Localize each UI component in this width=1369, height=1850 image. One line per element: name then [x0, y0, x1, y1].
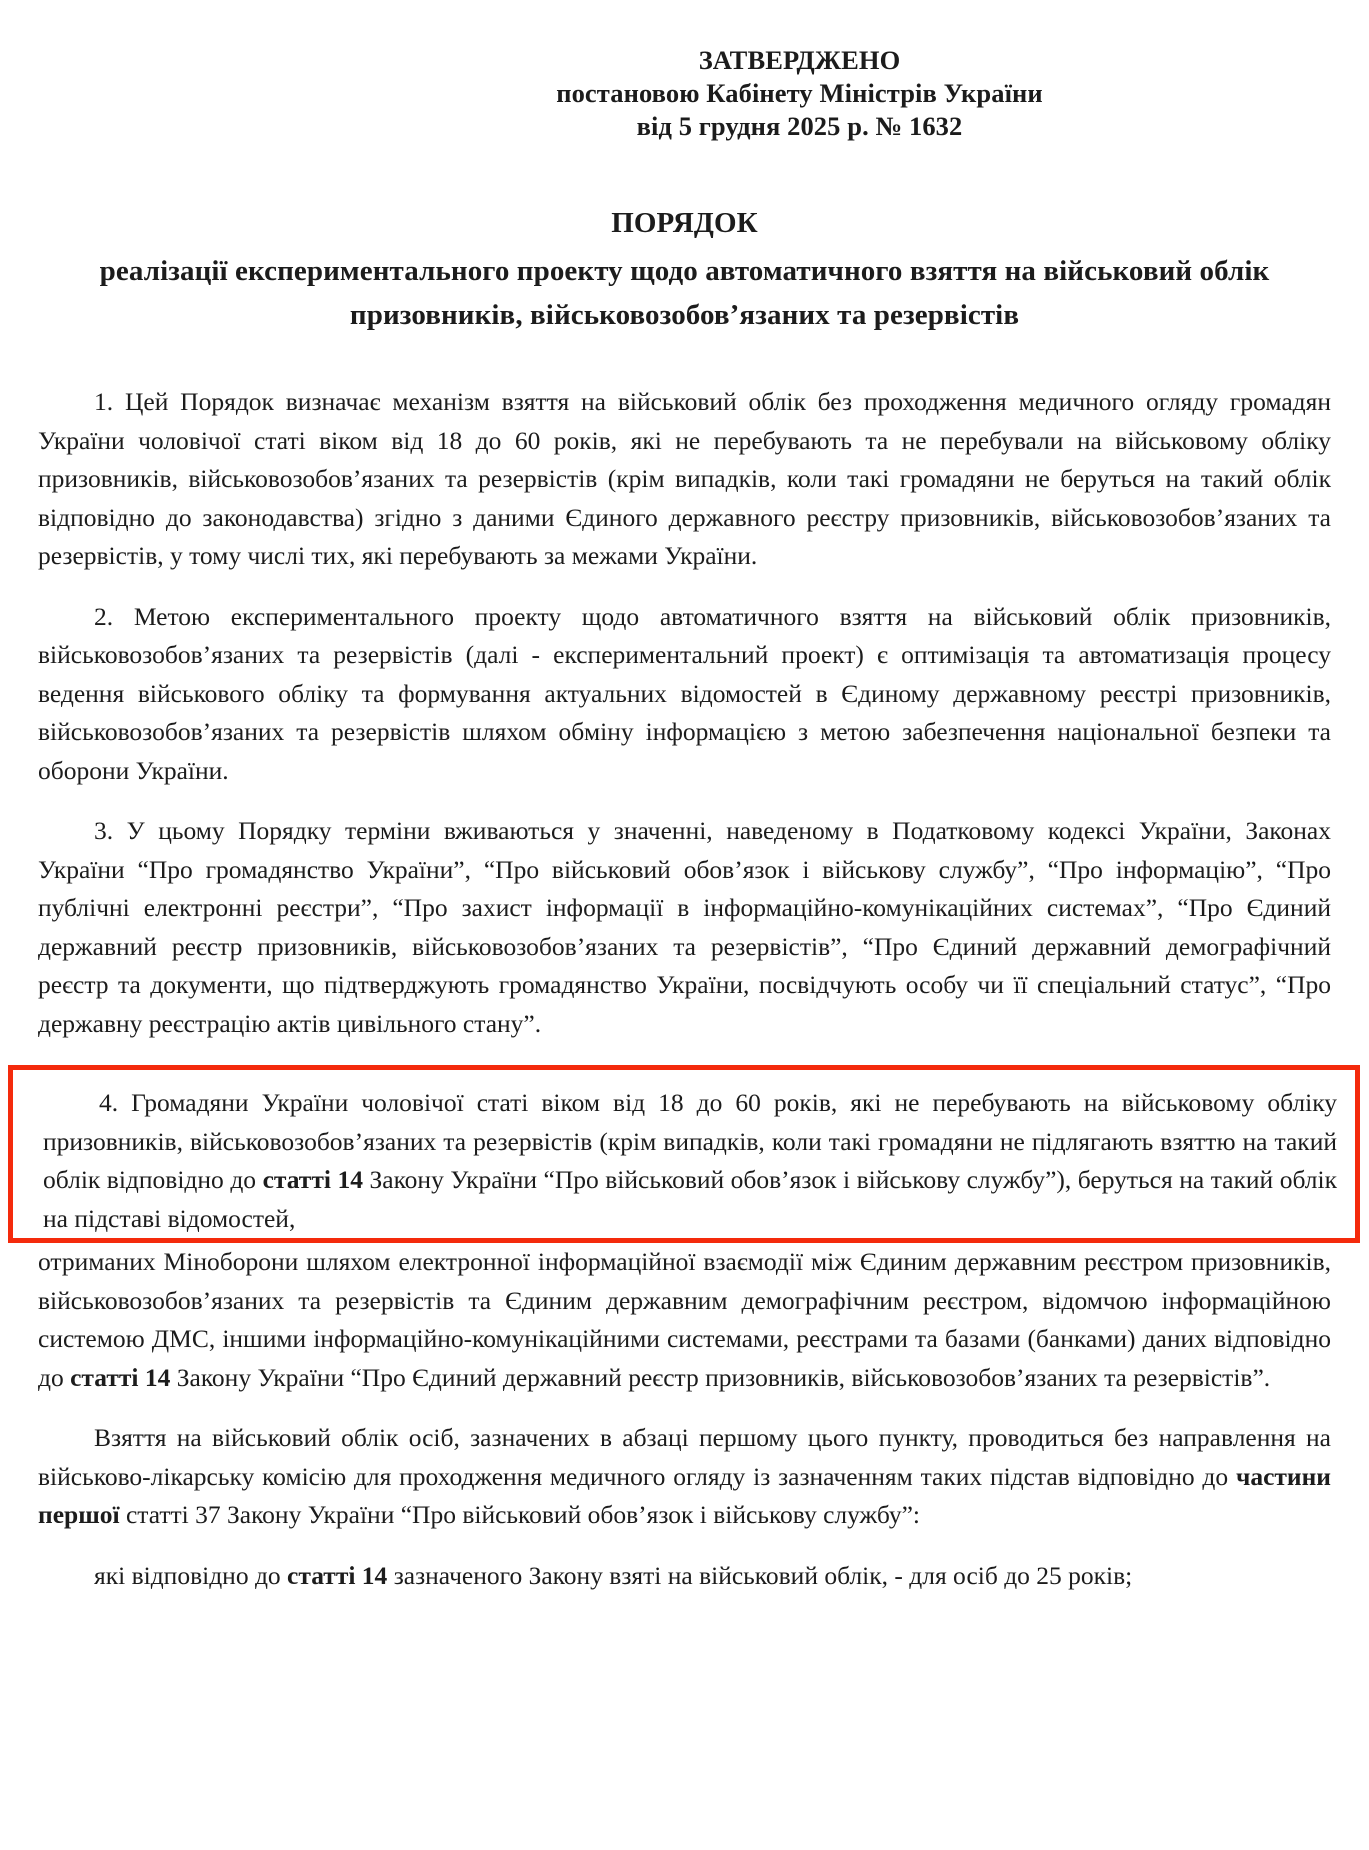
paragraph-3: 3. У цьому Порядку терміни вживаються у значенні, наведеному в Податковому кодексі України, Законах України “Про громадянство України”, “Про військовий обов’язок і військову службу”, “Про інформацію”, “Про публічні електронні реєстри”, “Про захист інформації в інформаційно-комунікаційних системах”, “Про Єдиний державний реєстр призовників, військовозобов’язаних та резервістів”, “Про Єдиний державний демографічний реєстр та документи, що підтверджують громадянство України, посвідчують особу чи її спеціальний статус”, “Про державну реєстрацію актів цивільного стану”.: [38, 816, 1331, 1038]
paragraph-6: [30, 1557, 1339, 1596]
paragraph-4-text-a: 4. Громадяни України чоловічої статі віком від 18 до 60 років, які не перебувають на військовому обліку призовників, військовозобов’язаних та резервістів (крім випадків, коли такі громадяни не підлягають взяттю на такий облік відповідно до: [43, 1088, 1337, 1194]
paragraph-4-cont-text-b: Закону України “Про Єдиний державний реєстр призовників, військовозобов’язаних та резервістів”.: [170, 1362, 1271, 1392]
paragraph-4-text-b: Закону України “Про військовий обов’язок і військову службу”), беруться на такий облік на підставі відомостей,: [43, 1165, 1337, 1233]
approval-line-1: ЗАТВЕРДЖЕНО: [698, 45, 901, 75]
paragraph-1: 1. Цей Порядок визначає механізм взяття на військовий облік без проходження медичного огляду громадян України чоловічої статі віком від 18 до 60 років, які не перебувають та не перебували на військовому обліку призовників, військовозобов’язаних та резервістів (крім випадків, коли такі громадяни не беруться на такий облік відповідно до законодавства) згідно з даними Єдиного державного реєстру призовників, військовозобов’язаних та резервістів, у тому числі тих, які перебувають за межами України.: [38, 387, 1331, 570]
paragraph-5: [30, 1419, 1339, 1535]
law-part-reference-first: частини першої: [38, 1461, 1331, 1529]
paragraph-4-cont-text-a: отриманих Міноборони шляхом електронної інформаційної взаємодії між Єдиним державним реєстром призовників, військовозобов’язаних та резервістів та Єдиним державним демографічним реєстром, відомчою інформаційною системою ДМС, іншими інформаційно-комунікаційними системами, реєстрами та базами (банками) даних відповідно до: [38, 1247, 1331, 1392]
title-subtitle: реалізації експериментального проекту щодо автоматичного взяття на військовий облік призовників, військовозобов’язаних та резервістів: [99, 255, 1270, 331]
paragraph-6-text-b: зазначеного Закону взяті на військовий облік, - для осіб до 25 років;: [387, 1560, 1133, 1590]
law-article-reference-14c: статті 14: [287, 1560, 388, 1590]
approval-line-2: постановою Кабінету Міністрів України: [556, 78, 1043, 108]
paragraph-5-text-b: статті 37 Закону України “Про військовий обов’язок і військову службу”:: [119, 1500, 920, 1529]
page-title: [30, 201, 1339, 337]
title-main: ПОРЯДОК: [611, 207, 758, 239]
paragraph-6-text-a: які відповідно до: [94, 1560, 288, 1590]
paragraph-4-boxed: [43, 1084, 1337, 1238]
highlight-box-paragraph-4: [8, 1065, 1360, 1243]
paragraph-4-continued: [30, 1243, 1339, 1397]
approval-block: [300, 0, 1299, 143]
law-article-reference-14b: статті 14: [70, 1362, 171, 1392]
law-article-reference-14a: статті 14: [262, 1165, 363, 1194]
paragraph-2: 2. Метою експериментального проекту щодо автоматичного взяття на військовий облік призовників, військовозобов’язаних та резервістів (далі - експериментальний проект) є оптимізація та автоматизація процесу ведення військового обліку та формування актуальних відомостей в Єдиному державному реєстрі призовників, військовозобов’язаних та резервістів шляхом обміну інформацією з метою забезпечення національної безпеки та оборони України.: [38, 601, 1331, 785]
approval-line-3: від 5 грудня 2025 р. № 1632: [636, 111, 963, 141]
document-body: [30, 383, 1339, 1595]
paragraph-5-text-a: Взяття на військовий облік осіб, зазначених в абзаці першому цього пункту, проводиться без направлення на військово-лікарську комісію для проходження медичного огляду із зазначенням таких підстав відповідно до: [38, 1423, 1331, 1491]
